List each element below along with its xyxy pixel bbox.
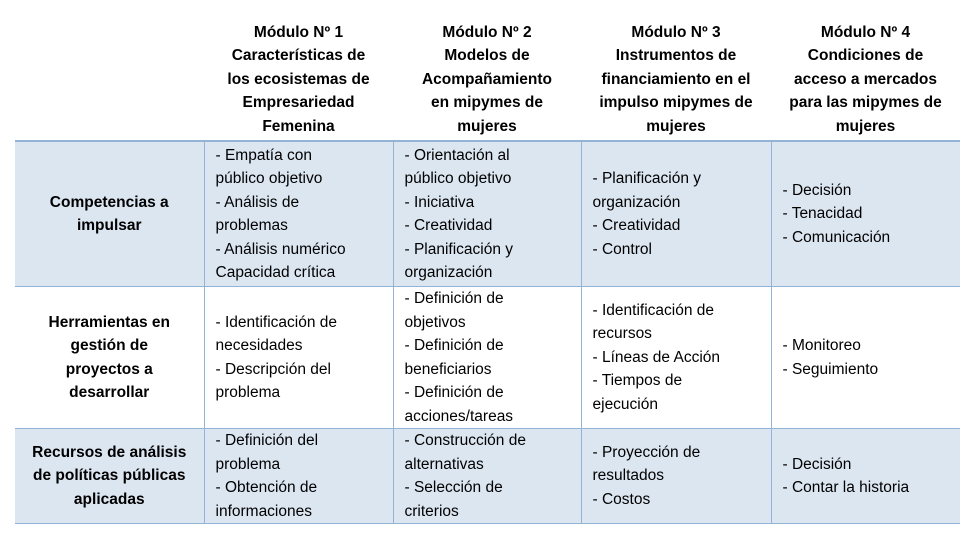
cell-line: objetivos <box>404 313 466 331</box>
header-line: Femenina <box>262 117 335 135</box>
header-row <box>15 20 960 141</box>
cell-line: - Construcción de <box>404 432 526 449</box>
cell-line: - Análisis numérico <box>215 240 346 258</box>
header-line: impulso mipymes de <box>599 94 753 111</box>
table-cell <box>393 429 581 524</box>
cell-line: - Contar la historia <box>782 479 910 496</box>
row-header-line: desarrollar <box>69 384 150 401</box>
header-line: Modelos de <box>444 47 530 64</box>
cell-line: - Orientación al <box>404 146 510 164</box>
cell-line: - Planificación y <box>592 170 702 187</box>
header-line: acceso a mercados <box>793 70 938 88</box>
table-cell <box>581 429 771 524</box>
table-cell <box>771 141 960 287</box>
cell-line: - Iniciativa <box>404 193 475 211</box>
header-line: Características de <box>231 47 366 64</box>
table-cell <box>204 287 393 429</box>
header-line: Módulo Nº 3 <box>631 23 721 41</box>
cell-line: necesidades <box>215 337 303 354</box>
table-cell <box>581 141 771 287</box>
table-row-competencias <box>15 141 960 287</box>
cell-line: - Empatía con <box>215 146 312 164</box>
header-module-4 <box>771 20 960 141</box>
row-header-line: impulsar <box>76 217 142 234</box>
cell-line: informaciones <box>215 502 312 520</box>
cell-line: problema <box>215 455 281 473</box>
cell-line: - Decisión <box>782 181 852 199</box>
cell-line: - Comunicación <box>782 228 891 246</box>
header-line: en mipymes de <box>431 94 543 111</box>
header-module-2 <box>393 20 581 141</box>
cell-line: organización <box>592 193 681 211</box>
cell-line: - Selección de <box>404 479 503 496</box>
row-header-line: de políticas públicas <box>33 467 186 485</box>
table-cell <box>771 429 960 524</box>
cell-line: problema <box>215 384 281 401</box>
cell-line: público objetivo <box>215 170 323 187</box>
header-line: Módulo Nº 1 <box>253 23 344 41</box>
cell-line: organización <box>404 264 493 281</box>
cell-line: criterios <box>404 502 459 520</box>
cell-line: beneficiarios <box>404 360 492 378</box>
row-header-line: gestión de <box>70 337 148 354</box>
row-header-herramientas <box>15 287 204 429</box>
cell-line: problemas <box>215 217 288 234</box>
row-header-line: Recursos de análisis <box>32 443 187 461</box>
table-cell <box>393 287 581 429</box>
cell-line: - Análisis de <box>215 193 300 211</box>
cell-line: público objetivo <box>404 170 512 187</box>
header-line: los ecosistemas de <box>227 70 370 88</box>
header-line: mujeres <box>646 117 706 135</box>
cell-line: - Identificación de <box>215 313 337 331</box>
cell-line: ejecución <box>592 395 658 413</box>
header-line: mujeres <box>457 117 517 135</box>
cell-line: - Monitoreo <box>782 337 861 354</box>
row-header-competencias <box>15 141 204 287</box>
header-line: para las mipymes de <box>789 94 942 111</box>
modules-table <box>15 20 960 524</box>
header-line: Empresariedad <box>242 94 355 111</box>
table-cell <box>771 287 960 429</box>
cell-line: - Decisión <box>782 455 852 473</box>
table-cell <box>393 141 581 287</box>
row-header-line: Competencias a <box>49 193 169 211</box>
cell-line: - Definición de <box>404 290 504 307</box>
row-header-line: Herramientas en <box>48 313 170 331</box>
row-header-line: aplicadas <box>73 490 145 508</box>
row-header-line: proyectos a <box>65 360 153 378</box>
header-line: Módulo Nº 4 <box>820 23 911 41</box>
cell-line: - Control <box>592 240 652 258</box>
header-module-1 <box>204 20 393 141</box>
header-line: Instrumentos de <box>615 47 737 64</box>
cell-line: acciones/tareas <box>404 407 514 425</box>
table-cell <box>204 429 393 524</box>
cell-line: recursos <box>592 325 652 343</box>
header-module-3 <box>581 20 771 141</box>
cell-line: - Planificación y <box>404 240 514 258</box>
row-header-recursos <box>15 429 204 524</box>
cell-line: - Creatividad <box>592 217 681 234</box>
header-line: financiamiento en el <box>601 70 751 88</box>
cell-line: - Descripción del <box>215 360 331 378</box>
cell-line: - Obtención de <box>215 479 318 496</box>
header-line: mujeres <box>835 117 896 135</box>
cell-line: - Definición de <box>404 384 504 401</box>
table-row-recursos <box>15 429 960 524</box>
cell-line: - Creatividad <box>404 217 493 234</box>
cell-line: - Seguimiento <box>782 360 879 378</box>
table-row-herramientas <box>15 287 960 429</box>
cell-line: - Proyección de <box>592 443 701 461</box>
table-cell <box>204 141 393 287</box>
cell-line: - Definición del <box>215 432 319 449</box>
header-line: Condiciones de <box>807 47 924 64</box>
table-cell <box>581 287 771 429</box>
header-line: Acompañamiento <box>421 70 553 88</box>
cell-line: resultados <box>592 467 665 485</box>
cell-line: alternativas <box>404 455 484 473</box>
cell-line: - Definición de <box>404 337 504 354</box>
cell-line: - Tenacidad <box>782 205 863 223</box>
corner-cell <box>15 20 204 141</box>
cell-line: - Costos <box>592 490 651 508</box>
cell-line: Capacidad crítica <box>215 264 336 281</box>
header-line: Módulo Nº 2 <box>442 23 532 41</box>
cell-line: - Identificación de <box>592 301 714 319</box>
cell-line: - Líneas de Acción <box>592 348 721 366</box>
cell-line: - Tiempos de <box>592 372 683 390</box>
